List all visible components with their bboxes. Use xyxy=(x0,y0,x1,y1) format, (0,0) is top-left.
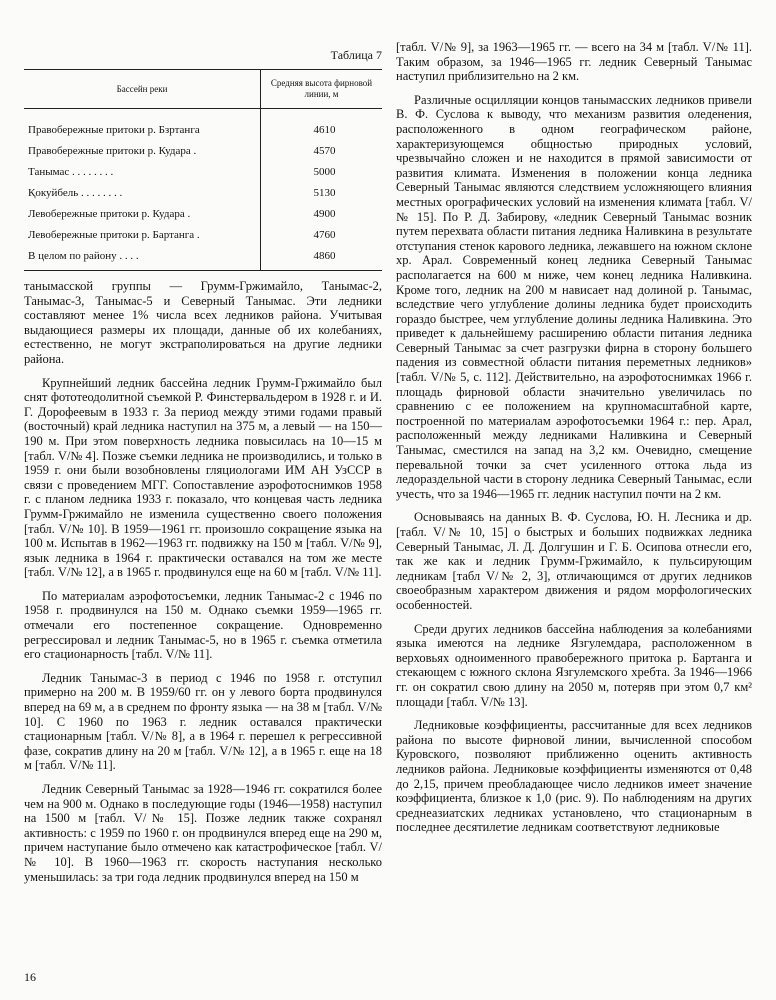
cell-basin: Танымас . . . . . . . . xyxy=(24,161,261,182)
cell-height: 4860 xyxy=(261,245,383,271)
table-row xyxy=(24,203,382,224)
table-row xyxy=(24,224,382,245)
cell-height: 4760 xyxy=(313,228,336,241)
cell-height: 5130 xyxy=(313,186,336,199)
cell-basin: Левобережные притоки р. Кудара . xyxy=(24,203,261,224)
table-row xyxy=(24,109,382,141)
firn-line-table xyxy=(24,69,382,271)
cell-height: 4900 xyxy=(313,207,336,220)
paragraph: По материалам аэрофотосъемки, ледник Танымас-2 с 1946 по 1958 г. продвинулся на 150 м. Однако съемки 1959—1965 гг. отмечали его постепенное сокращение. Одновременно регрессировал и ледник Танымас-5, но в 1965 г. съемка отметила его стационарность [табл. V/№ 11]. xyxy=(24,588,382,662)
paragraph: Ледник Танымас-3 в период с 1946 по 1958 г. отступил примерно на 200 м. В 1959/60 гг. он у левого борта продвинулся вперед на 69 м, а в среднем по фронту языка — на 38 м [табл. V/№ 10]. С 1960 по 1963 г. ледник оставался практически стационарным [табл. V/№ 8], а в 1964 г. перешел к регрессивной фазе, сократив длину на 20 м [табл. V/№ 12], а в 1965 г. еще на 18 м [табл. V/№ 11]. xyxy=(24,670,382,773)
cell-height: 4570 xyxy=(313,144,336,157)
left-column xyxy=(24,40,382,884)
right-column xyxy=(396,40,752,835)
table-row xyxy=(24,140,382,161)
header-basin: Бассейн реки xyxy=(24,70,261,109)
table-row xyxy=(24,182,382,203)
cell-height: 5000 xyxy=(313,165,336,178)
cell-basin: В целом по району . . . . xyxy=(24,245,261,271)
table-row xyxy=(24,161,382,182)
table-header-row xyxy=(24,70,382,109)
cell-basin: Қокуйбель . . . . . . . . xyxy=(24,182,261,203)
page-number: 16 xyxy=(24,970,36,984)
paragraph: танымасской группы — Грумм-Гржимайло, Танымас-2, Танымас-3, Танымас-5 и Северный Танымас. Эти ледники составляют менее 1% числа всех ледников района. Учитывая выдающиеся размеры их площади, данные об их колебаниях, естественно, не могут экстраполироваться на другие ледники района. xyxy=(24,279,382,366)
paragraph: Ледник Северный Танымас за 1928—1946 гг. сократился более чем на 900 м. Однако в последующие годы (1946—1958) наступил на 1500 м [табл. V/№ 15]. Позже ледник также сохранял активность: с 1959 по 1960 г. он продвинулся вперед еще на 290 м, причем наступание было отмечено как катастрофическое [табл. V/№ 10]. В 1960—1963 гг. скорость наступания несколько уменьшилась: за три года ледник продвинулся вперед на 150 м xyxy=(24,782,382,884)
paragraph: Среди других ледников бассейна наблюдения за колебаниями языка имеются на леднике Язгулемдара, расположенном в верховьях одноименного правобережного притока р. Бартанга и стекающем с южного склона Язгулемского хребта. За 1946—1966 гг. он сократил свою длину на 2050 м, потеряв при этом 0,7 км² площади [табл. V/№ 13]. xyxy=(396,621,752,709)
cell-height: 4610 xyxy=(313,123,336,136)
paragraph: Различные осцилляции концов танымасских ледников привели В. Ф. Суслова к выводу, что механизм развития оледенения, расположенного в одном географическом районе, характеризующемся общностью природных условий, чрезвычайно сложен и не находится в прямой зависимости от развития климата. Изменения в положении конца ледника Северный Танымас являются следствием усложняющего влияния местных орографических условий на изменения климата [табл. V/№ 15]. По Р. Д. Забирову, «ледник Северный Танымас возник путем перехвата области питания ледника Наливкина в результате отступания стенок карового ледника, лежавшего на южном склоне хр. Арал. Современный конец ледника Северный Танымас располагается на 600 м ниже, чем конец ледника Наливкина. Кроме того, ледник на 200 м нависает над долиной р. Танымас, вследствие чего углубление долины ледника будет происходить гораздо быстрее, чем углубление долины ледника Наливкина. Это приведет к дальнейшему расширению области питания ледника Северный Танымас за счет разгрузки фирна в сторону большего падения из совместной области питания переметных ледников» [табл. V/№ 5, с. 112]. Действительно, на аэрофотоснимках 1966 г. площадь фирновой области значительно увеличилась по сравнению с ее положением на крупномасштабной карте, построенной по материалам аэрофотосъемки 1964 г.: пер. Арал, расположенный между ледниками Наливкина и Северный Танымас, сместился на запад на 3,2 км. Очевидно, смещение перевальной точки за счет усиленного оттока льда из ледораздельной части в сторону ледника Северный Танымас, если учесть, что за 1946—1965 гг. ледник наступил почти на 2 км. xyxy=(396,92,752,501)
cell-basin: Левобережные притоки р. Бартанга . xyxy=(24,224,261,245)
paragraph: Ледниковые коэффициенты, рассчитанные для всех ледников района по высоте фирновой линии, вычисленной способом Куровского, позволяют приближенно оценить активность ледников района. Ледниковые коэффициенты изменяются от 0,48 до 2,15, причем преобладающее число ледников имеет значение коэффициента, близкое к 1,0 (рис. 9). По наблюдениям на других среднеазиатских ледниках установлено, что стационарным в последнее десятилетие ледникам соответствуют ледниковые xyxy=(396,718,752,835)
paragraph: Основываясь на данных В. Ф. Суслова, Ю. Н. Лесника и др. [табл. V/№ 10, 15] о быстрых и больших подвижках ледника Северный Танымас, Л. Д. Долгушин и Г. Б. Осипова отнесли его, так же как и ледник Грумм-Гржимайло, к пульсирующим ледникам [табл V/№ 2, 3], отличающимся от других ледников своеобразным характером движения и рядом морфологических особенностей. xyxy=(396,510,752,612)
paragraph: [табл. V/№ 9], за 1963—1965 гг. — всего на 34 м [табл. V/№ 11]. Таким образом, за 1946—1965 гг. ледник Северный Танымас наступил приблизительно на 2 км. xyxy=(396,40,752,84)
table-row xyxy=(24,245,382,271)
cell-basin: Правобережные притоки р. Кудара . xyxy=(24,140,261,161)
cell-basin: Правобережные притоки р. Бзртанга xyxy=(24,109,261,141)
table-caption: Таблица 7 xyxy=(330,48,382,62)
paragraph: Крупнейший ледник бассейна ледник Грумм-Гржимайло был снят фототеодолитной съемкой Р. Финстервальдером в 1928 г. и И. Г. Дорофеевым в 1933 г. За период между этими годами правый (восточный) край ледника наступил на 375 м, а левый — на 150—190 м. При этом поверхность ледника повысилась на 10—15 м [табл. V/№ 4]. Позже съемки ледника не производились, и только в 1959 г. они были возобновлены гляциологами ИМ АН УзССР в связи с проведением МГГ. Сопоставление аэрофотоснимков 1958 г. с планом ледника 1933 г. показало, что концевая часть ледника Грумм-Гржимайло не изменила существенно своего положения [табл. V/№ 10]. В 1959—1961 гг. произошло сокращение языка на 100 м. Испытав в 1962—1963 гг. подвижку на 150 м [табл. V/№ 9], язык ледника в 1964 г. практически оставался на том же месте [табл. V/№ 12], а в 1965 г. продвинулся еще на 60 м [табл. V/№ 11]. xyxy=(24,375,382,580)
header-height: Средняя высота фирновой линии, м xyxy=(261,70,383,109)
left-text xyxy=(24,279,382,884)
